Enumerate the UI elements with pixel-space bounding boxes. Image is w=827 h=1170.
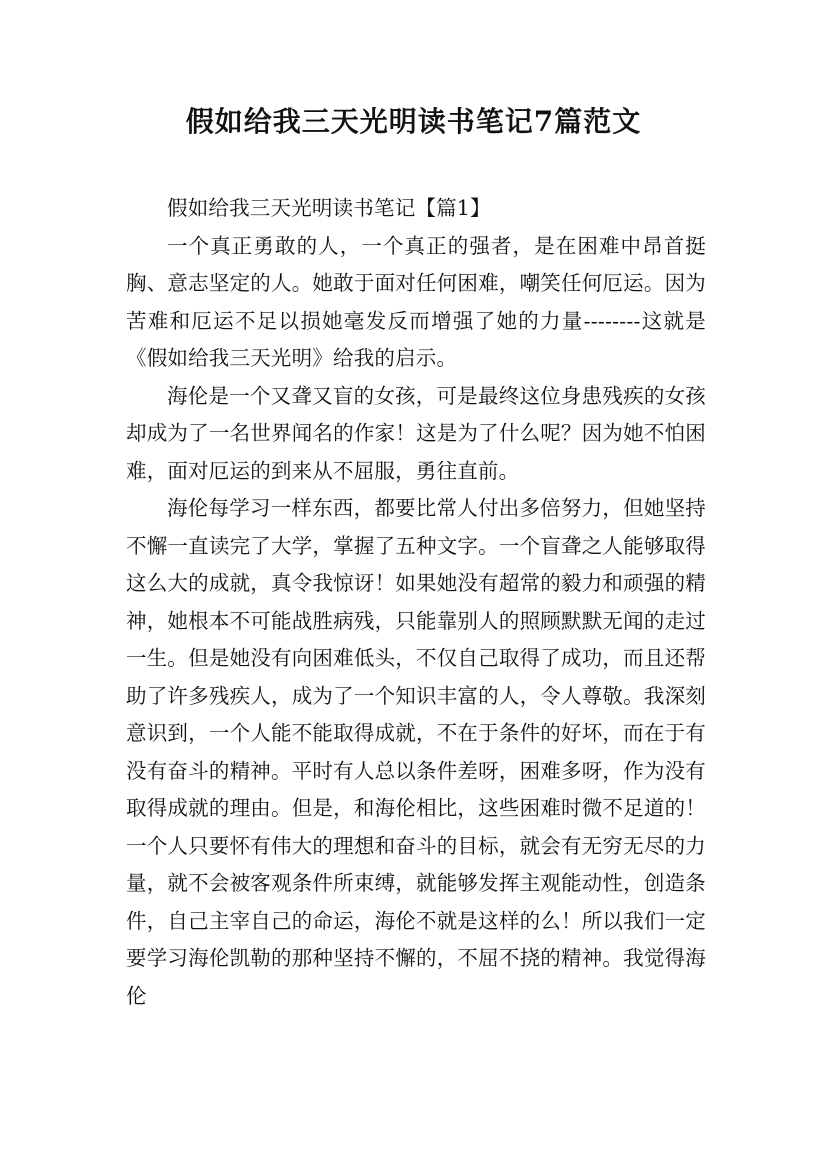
section-heading: 假如给我三天光明读书笔记【篇1】 (167, 196, 491, 220)
paragraph-1: 一个真正勇敢的人，一个真正的强者，是在困难中昂首挺胸、意志坚定的人。她敢于面对任何困难，嘲笑任何厄运。因为苦难和厄运不足以损她毫发反而增强了她的力量--------这就是《假如给我三天光明》给我的启示。 (126, 233, 706, 370)
document-title: 假如给我三天光明读书笔记7篇范文 (185, 105, 642, 138)
paragraph-3: 海伦每学习一样东西，都要比常人付出多倍努力，但她坚持不懈一直读完了大学，掌握了五种文字。一个盲聋之人能够取得这么大的成就，真令我惊讶！如果她没有超常的毅力和顽强的精神，她根本不可能战胜病残，只能靠别人的照顾默默无闻的走过一生。但是她没有向困难低头，不仅自己取得了成功，而且还帮助了许多残疾人，成为了一个知识丰富的人，令人尊敬。我深刻意识到，一个人能不能取得成就，不在于条件的好坏，而在于有没有奋斗的精神。平时有人总以条件差呀，困难多呀，作为没有取得成就的理由。但是，和海伦相比，这些困难时微不足道的！一个人只要怀有伟大的理想和奋斗的目标，就会有无穷无尽的力量，就不会被客观条件所束缚，就能够发挥主观能动性，创造条件，自己主宰自己的命运，海伦不就是这样的么！所以我们一定要学习海伦凯勒的那种坚持不懈的，不屈不挠的精神。我觉得海伦 (126, 496, 706, 1008)
document-body (126, 190, 706, 1015)
paragraph-2: 海伦是一个又聋又盲的女孩，可是最终这位身患残疾的女孩却成为了一名世界闻名的作家！这是为了什么呢？因为她不怕困难，面对厄运的到来从不屈服，勇往直前。 (126, 383, 706, 483)
